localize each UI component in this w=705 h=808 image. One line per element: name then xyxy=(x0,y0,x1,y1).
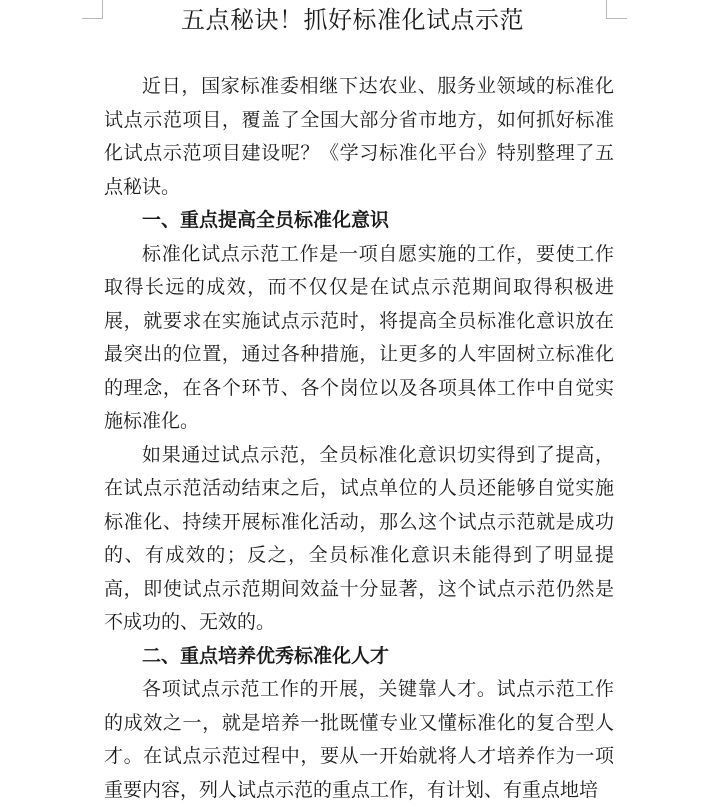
section-heading: 二、重点培养优秀标准化人才 xyxy=(142,644,390,667)
body-paragraph: 各项试点示范工作的开展，关键靠人才。试点示范工作的成效之一，就是培养一批既懂专业又懂标准化的复合型人才。在试点示范过程中，要从一开始就将人才培养作为一项重要内容，列人试点示范的重点工作，有计划、有重点地培 xyxy=(104,678,614,801)
section-heading: 一、重点提高全员标准化意识 xyxy=(142,209,390,231)
intro-paragraph: 近日，国家标准委相继下达农业、服务业领域的标准化试点示范项目，覆盖了全国大部分省市地方，如何抓好标准化试点示范项目建设呢？《学习标准化平台》特别整理了五点秘诀。 xyxy=(104,75,614,198)
body-paragraph: 标准化试点示范工作是一项自愿实施的工作，要使工作取得长远的成效，而不仅仅是在试点示范期间取得积极进展，就要求在实施试点示范时，将提高全员标准化意识放在最突出的位置，通过各种措施，让更多的人牢固树立标准化的理念，在各个环节、各个岗位以及各项具体工作中自觉实施标准化。 xyxy=(104,242,614,432)
document-title: 五点秘诀！抓好标准化试点示范 xyxy=(181,6,524,34)
document-body xyxy=(104,70,614,807)
body-paragraph: 如果通过试点示范，全员标准化意识切实得到了提高，在试点示范活动结束之后，试点单位的人员还能够自觉实施标准化、持续开展标准化活动，那么这个试点示范就是成功的、有成效的；反之，全员标准化意识未能得到了明显提高，即使试点示范期间效益十分显著，这个试点示范仍然是不成功的、无效的。 xyxy=(104,443,614,633)
